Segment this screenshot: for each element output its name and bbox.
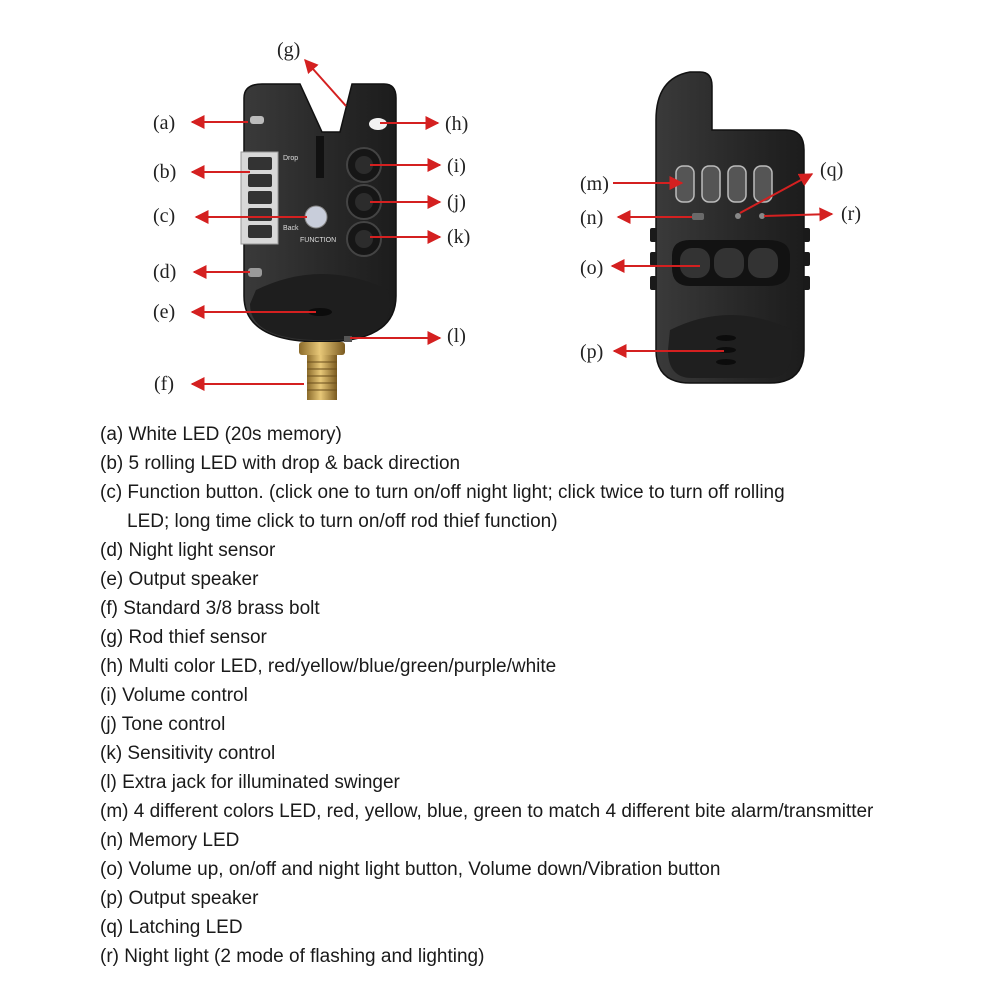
legend-item-m: (m) 4 different colors LED, red, yellow, blue, green to match 4 different bite alarm/transmitter — [100, 801, 874, 822]
brass-bolt — [299, 342, 345, 400]
white-led — [250, 116, 264, 124]
legend-item-n: (n) Memory LED — [100, 830, 240, 851]
callout-m: (m) — [580, 173, 609, 195]
receiver — [650, 72, 810, 383]
rod-thief-sensor-groove — [316, 136, 324, 178]
legend-item-r: (r) Night light (2 mode of flashing and lighting) — [100, 946, 485, 967]
legend-item-f: (f) Standard 3/8 brass bolt — [100, 598, 320, 619]
legend-item-l: (l) Extra jack for illuminated swinger — [100, 772, 400, 793]
legend-list — [100, 420, 980, 971]
callout-i: (i) — [447, 155, 466, 177]
power-night-light-button[interactable] — [714, 248, 744, 278]
legend-item-b: (b) 5 rolling LED with drop & back direction — [100, 453, 461, 474]
callout-c: (c) — [153, 205, 176, 227]
volume-down-vibration-button[interactable] — [748, 248, 778, 278]
legend-item-i: (i) Volume control — [100, 685, 248, 706]
legend-item-d: (d) Night light sensor — [100, 540, 276, 561]
legend-item-e: (e) Output speaker — [100, 569, 259, 590]
legend-item-q: (q) Latching LED — [100, 917, 243, 938]
arrow-g — [305, 60, 346, 106]
rolling-led-strip — [241, 152, 278, 244]
legend-item-g: (g) Rod thief sensor — [100, 627, 267, 648]
legend-item-k: (k) Sensitivity control — [100, 743, 276, 764]
legend-item-a: (a) White LED (20s memory) — [100, 424, 342, 445]
callout-g: (g) — [277, 39, 301, 61]
night-light-sensor — [248, 268, 262, 277]
drop-label: Drop — [283, 155, 299, 162]
legend-item-c: (c) Function button. (click one to turn on/off night light; click twice to turn off rolling — [100, 482, 785, 503]
callout-b: (b) — [153, 161, 177, 183]
legend-item-p: (p) Output speaker — [100, 888, 259, 909]
latching-led — [735, 213, 741, 219]
callout-q: (q) — [820, 159, 844, 181]
product-diagram — [0, 0, 1000, 420]
function-button[interactable] — [305, 206, 327, 228]
volume-up-button[interactable] — [680, 248, 710, 278]
callout-p: (p) — [580, 341, 604, 363]
callout-k: (k) — [447, 226, 471, 248]
legend-item-j: (j) Tone control — [100, 714, 226, 735]
callout-d: (d) — [153, 261, 177, 283]
receiver-speaker-panel — [668, 315, 792, 378]
memory-led — [692, 213, 704, 220]
callout-n: (n) — [580, 207, 604, 229]
callout-e: (e) — [153, 301, 176, 323]
callout-f: (f) — [154, 373, 174, 395]
back-label: Back — [283, 225, 299, 232]
callout-j: (j) — [447, 191, 466, 213]
legend-item-h: (h) Multi color LED, red/yellow/blue/green/purple/white — [100, 656, 557, 677]
legend-item-o: (o) Volume up, on/off and night light button, Volume down/Vibration button — [100, 859, 721, 880]
speaker-panel — [250, 274, 390, 340]
legend-item-c-continued: LED; long time click to turn on/off rod thief function) — [127, 511, 558, 532]
callout-a: (a) — [153, 112, 176, 134]
callout-h: (h) — [445, 113, 469, 135]
receiver-speaker-slot-3 — [716, 359, 736, 365]
sensitivity-knob[interactable] — [347, 222, 381, 256]
bite-alarm — [241, 84, 396, 400]
callout-r: (r) — [841, 203, 861, 225]
callout-l: (l) — [447, 325, 466, 347]
callout-o: (o) — [580, 257, 604, 279]
receiver-speaker-slot-1 — [716, 335, 736, 341]
function-label: FUNCTION — [300, 237, 337, 244]
